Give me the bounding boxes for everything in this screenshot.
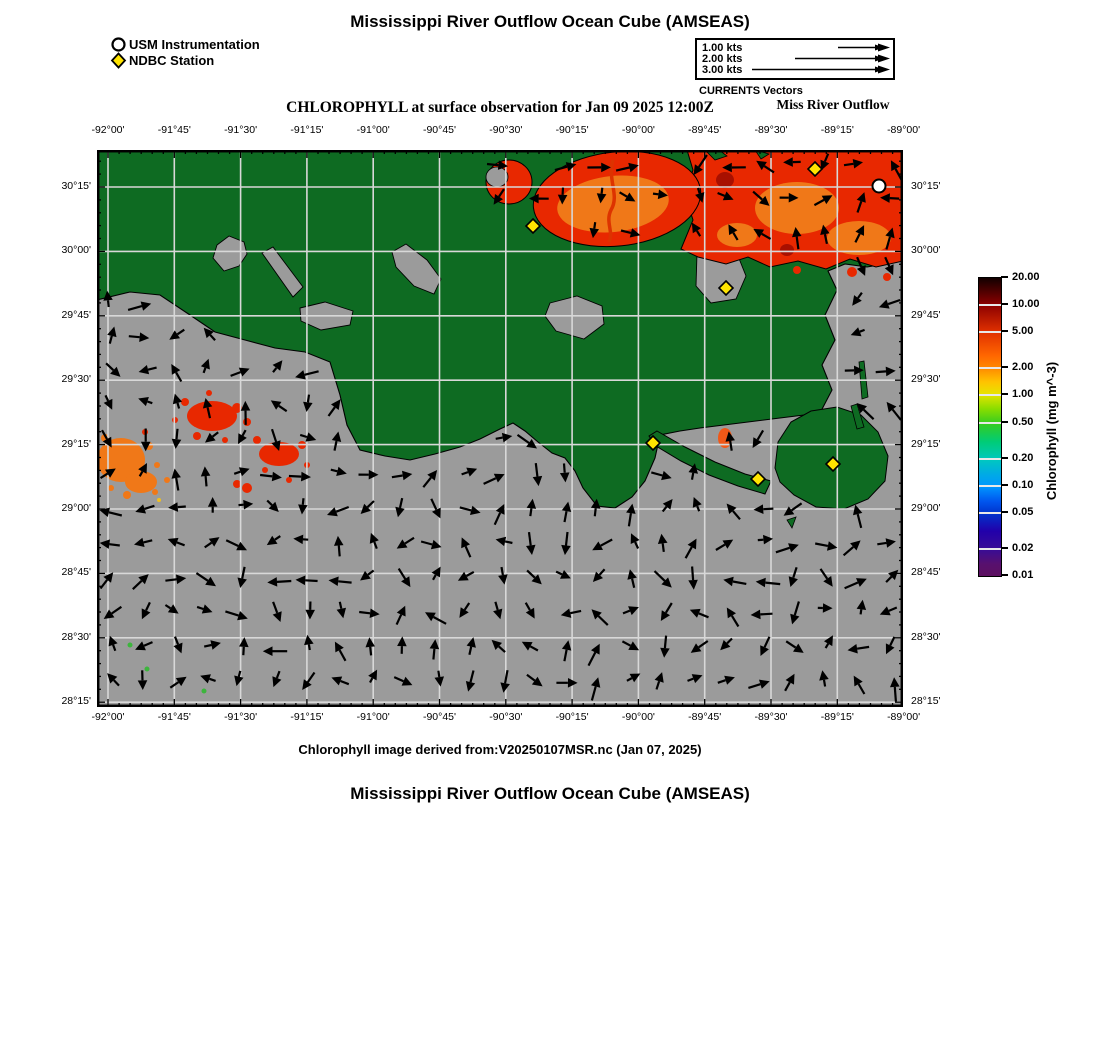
- lon-tick-label-top: -89°30': [754, 124, 788, 136]
- lat-tick-label-right: 29°45': [911, 308, 941, 321]
- colorbar-tick-dash: [1001, 303, 1008, 305]
- colorbar-tick-line: [979, 548, 1001, 550]
- colorbar: [978, 277, 1002, 577]
- lat-tick-label-right: 29°00': [911, 502, 941, 514]
- lon-tick-label-top: -91°00': [356, 124, 390, 136]
- currents-speed-label: 3.00 kts: [702, 63, 743, 76]
- colorbar-tick-line: [979, 485, 1001, 487]
- map-subtitle: CHLOROPHYLL at surface observation for Jan 09 2025 12:00Z: [286, 99, 714, 116]
- lon-tick-label-bottom: -91°45': [157, 711, 191, 723]
- lon-tick-label-top: -89°45': [688, 124, 722, 136]
- lon-tick-label-bottom: -90°45': [422, 711, 457, 723]
- colorbar-tick-line: [979, 394, 1001, 396]
- lat-tick-label-left: 28°45': [61, 566, 91, 579]
- colorbar-tick-dash: [1001, 276, 1008, 278]
- lon-tick-label-top: -90°15': [555, 124, 589, 136]
- colorbar-tick-line: [979, 458, 1001, 460]
- colorbar-tick-label: 0.50: [1012, 415, 1034, 428]
- currents-vector-legend: [695, 38, 895, 80]
- colorbar-tick-dash: [1001, 457, 1008, 459]
- lon-tick-label-bottom: -91°30': [224, 711, 258, 723]
- region-label: Miss River Outflow: [776, 97, 890, 112]
- lat-tick-label-right: 28°15': [911, 695, 941, 708]
- lon-tick-label-bottom: -90°15': [555, 711, 589, 723]
- colorbar-tick-label: 0.10: [1012, 478, 1034, 491]
- colorbar-tick-dash: [1001, 421, 1008, 423]
- lat-tick-label-right: 29°15': [911, 437, 941, 450]
- colorbar-tick-label: 2.00: [1012, 361, 1034, 374]
- legend-row-ndbc: [110, 52, 260, 68]
- colorbar-tick-dash: [1001, 330, 1008, 332]
- lat-tick-label-right: 30°15': [911, 180, 941, 192]
- colorbar-tick-label: 0.20: [1012, 451, 1034, 464]
- lat-tick-label-left: 30°15': [61, 180, 91, 192]
- lon-tick-label-top: -92°00': [91, 124, 125, 136]
- lon-tick-label-bottom: -91°00': [356, 711, 390, 723]
- bottom-title: Mississippi River Outflow Ocean Cube (AMSEAS): [350, 784, 750, 803]
- lon-tick-label-top: -90°45': [422, 124, 457, 136]
- lat-tick-label-right: 28°30': [911, 630, 941, 643]
- colorbar-tick-line: [979, 331, 1001, 333]
- colorbar-tick-label: 10.00: [1012, 298, 1040, 311]
- lat-tick-label-left: 30°00': [61, 244, 91, 257]
- lon-tick-label-top: -90°30': [489, 124, 523, 136]
- lon-tick-label-bottom: -90°00': [621, 711, 655, 723]
- colorbar-tick-label: 5.00: [1012, 325, 1034, 338]
- colorbar-tick-dash: [1001, 574, 1008, 576]
- colorbar-tick-dash: [1001, 547, 1008, 549]
- lon-tick-label-bottom: -91°15': [290, 711, 324, 723]
- lon-tick-label-bottom: -92°00': [91, 711, 125, 723]
- colorbar-title: Chlorophyll (mg m^-3): [1044, 361, 1059, 501]
- colorbar-tick-dash: [1001, 393, 1008, 395]
- marker-legend: [110, 36, 260, 68]
- currents-legend-caption: CURRENTS Vectors: [699, 85, 803, 97]
- lon-tick-label-top: -91°15': [290, 124, 324, 136]
- colorbar-tick-line: [979, 304, 1001, 306]
- lat-tick-label-left: 29°45': [61, 308, 91, 321]
- colorbar-tick-label: 0.02: [1012, 541, 1034, 554]
- usm-station-marker: [873, 180, 886, 193]
- lon-tick-label-bottom: -89°30': [754, 711, 788, 723]
- colorbar-tick-dash: [1001, 484, 1008, 486]
- lat-tick-label-right: 30°00': [911, 244, 941, 257]
- colorbar-tick-line: [979, 422, 1001, 424]
- colorbar-tick-label: 20.00: [1012, 271, 1040, 283]
- lat-tick-label-left: 28°15': [61, 695, 91, 708]
- ndbc-diamond-icon: [110, 52, 127, 69]
- currents-speed-label: 2.00 kts: [702, 52, 743, 65]
- legend-label-usm: USM Instrumentation: [129, 36, 260, 52]
- lat-tick-label-left: 29°00': [61, 502, 91, 514]
- colorbar-tick-dash: [1001, 511, 1008, 513]
- lon-tick-label-top: -91°30': [224, 124, 258, 136]
- lat-tick-label-left: 28°30': [61, 630, 91, 643]
- lon-tick-label-bottom: -89°45': [688, 711, 722, 723]
- map-canvas: [97, 150, 903, 707]
- lon-tick-label-top: -91°45': [157, 124, 191, 136]
- lon-tick-label-top: -90°00': [621, 124, 655, 136]
- colorbar-tick-line: [979, 367, 1001, 369]
- currents-speed-label: 1.00 kts: [702, 41, 743, 54]
- lon-tick-label-bottom: -89°15': [820, 711, 854, 723]
- lon-tick-label-bottom: -89°00': [887, 711, 921, 723]
- legend-row-usm: [110, 36, 260, 52]
- lon-tick-label-top: -89°00': [887, 124, 921, 136]
- lat-tick-label-left: 29°15': [61, 437, 91, 450]
- colorbar-tick-label: 1.00: [1012, 388, 1034, 401]
- colorbar-tick-label: 0.05: [1012, 505, 1034, 518]
- lon-tick-label-top: -89°15': [820, 124, 854, 136]
- colorbar-tick-dash: [1001, 366, 1008, 368]
- usm-circle-icon: [110, 36, 127, 53]
- lat-tick-label-left: 29°30': [61, 373, 91, 386]
- lat-tick-label-right: 29°30': [911, 373, 941, 386]
- source-caption: Chlorophyll image derived from:V20250107MSR.nc (Jan 07, 2025): [298, 742, 702, 757]
- lon-tick-label-bottom: -90°30': [489, 711, 523, 723]
- colorbar-tick-label: 0.01: [1012, 569, 1034, 581]
- top-title: Mississippi River Outflow Ocean Cube (AMSEAS): [350, 12, 750, 31]
- legend-label-ndbc: NDBC Station: [129, 52, 215, 68]
- lat-tick-label-right: 28°45': [911, 566, 941, 579]
- colorbar-tick-line: [979, 512, 1001, 514]
